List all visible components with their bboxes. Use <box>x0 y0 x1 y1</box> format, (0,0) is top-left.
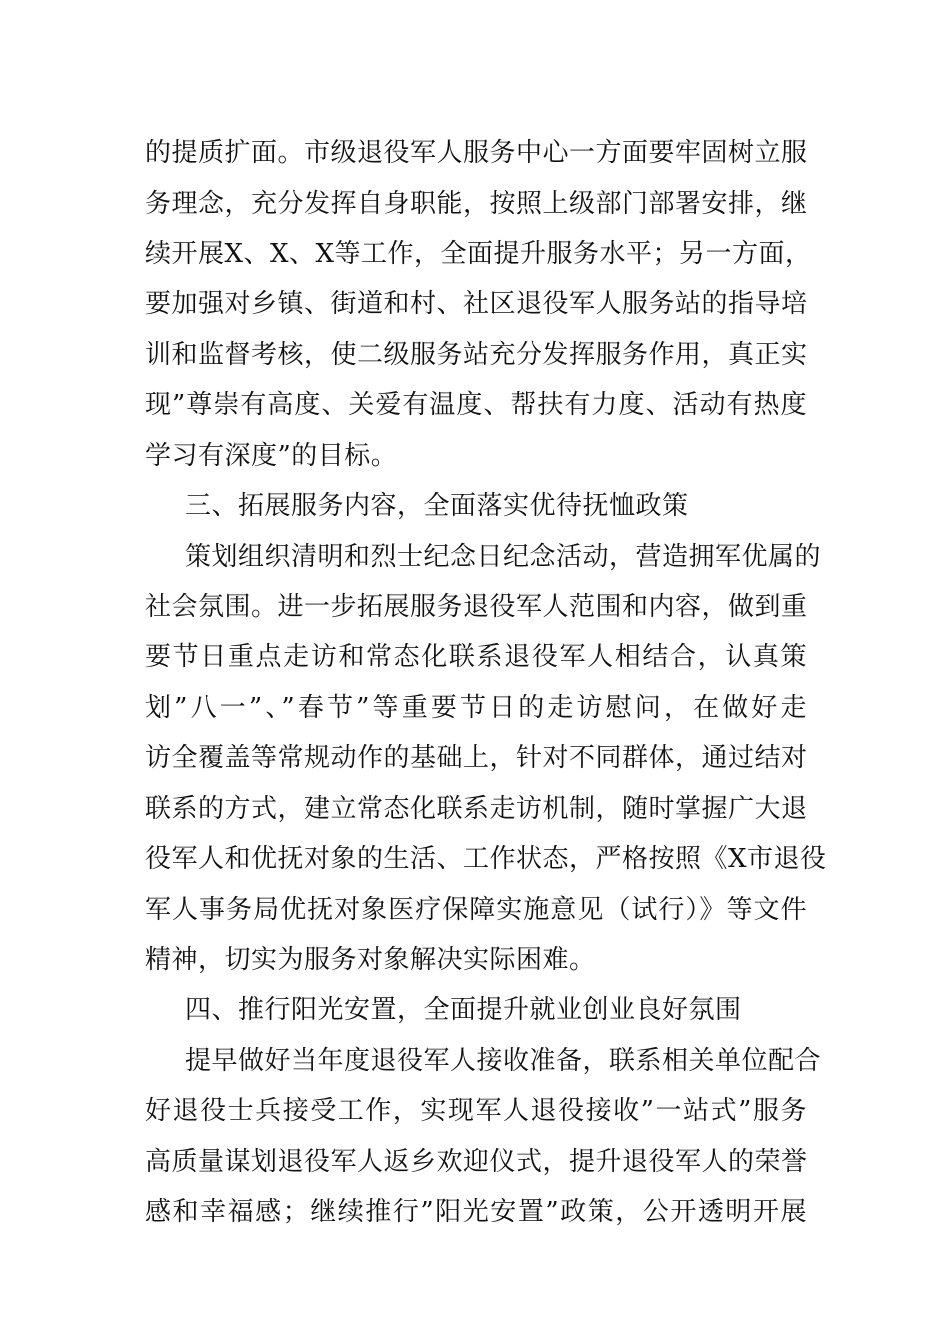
paragraph-line: 役军人和优抚对象的生活、工作状态，严格按照《X市退役 <box>145 844 827 874</box>
paragraph-line: 的提质扩面。市级退役军人服务中心一方面要牢固树立服 <box>145 138 808 168</box>
section-heading: 三、拓展服务内容，全面落实优待抚恤政策 <box>185 491 689 521</box>
paragraph-line: 社会氛围。进一步拓展服务退役军人范围和内容，做到重 <box>145 592 808 622</box>
paragraph-line: 学习有深度”的目标。 <box>145 441 398 471</box>
paragraph-line: 军人事务局优抚对象医疗保障实施意见（试行）》等文件 <box>145 895 807 925</box>
paragraph-line: 要加强对乡镇、街道和村、社区退役军人服务站的指导培 <box>145 289 808 319</box>
paragraph-line: 划”八一”、”春节”等重要节日的走访慰问，在做好走 <box>145 693 807 723</box>
paragraph-line: 策划组织清明和烈士纪念日纪念活动，营造拥军优属的 <box>185 542 822 572</box>
paragraph-line: 要节日重点走访和常态化联系退役军人相结合，认真策 <box>145 642 807 672</box>
paragraph-line: 务理念，充分发挥自身职能，按照上级部门部署安排，继 <box>145 189 808 219</box>
paragraph-line: 续开展X、X、X等工作，全面提升服务水平；另一方面， <box>145 239 812 269</box>
paragraph-line: 高质量谋划退役军人返乡欢迎仪式，提升退役军人的荣誉 <box>145 1147 808 1177</box>
paragraph-line: 精神，切实为服务对象解决实际困难。 <box>145 945 596 975</box>
paragraph-line: 提早做好当年度退役军人接收准备，联系相关单位配合 <box>185 1046 822 1076</box>
paragraph-line: 现”尊崇有高度、关爱有温度、帮扶有力度、活动有热度 <box>145 390 807 420</box>
paragraph-line: 联系的方式，建立常态化联系走访机制，随时掌握广大退 <box>145 794 808 824</box>
paragraph-line: 好退役士兵接受工作，实现军人退役接收”一站式”服务 <box>145 1096 807 1126</box>
section-heading: 四、推行阳光安置，全面提升就业创业良好氛围 <box>185 995 742 1025</box>
paragraph-line: 访全覆盖等常规动作的基础上，针对不同群体，通过结对 <box>145 743 808 773</box>
paragraph-line: 训和监督考核，使二级服务站充分发挥服务作用，真正实 <box>145 340 808 370</box>
paragraph-line: 感和幸福感；继续推行”阳光安置”政策，公开透明开展 <box>145 1197 807 1227</box>
